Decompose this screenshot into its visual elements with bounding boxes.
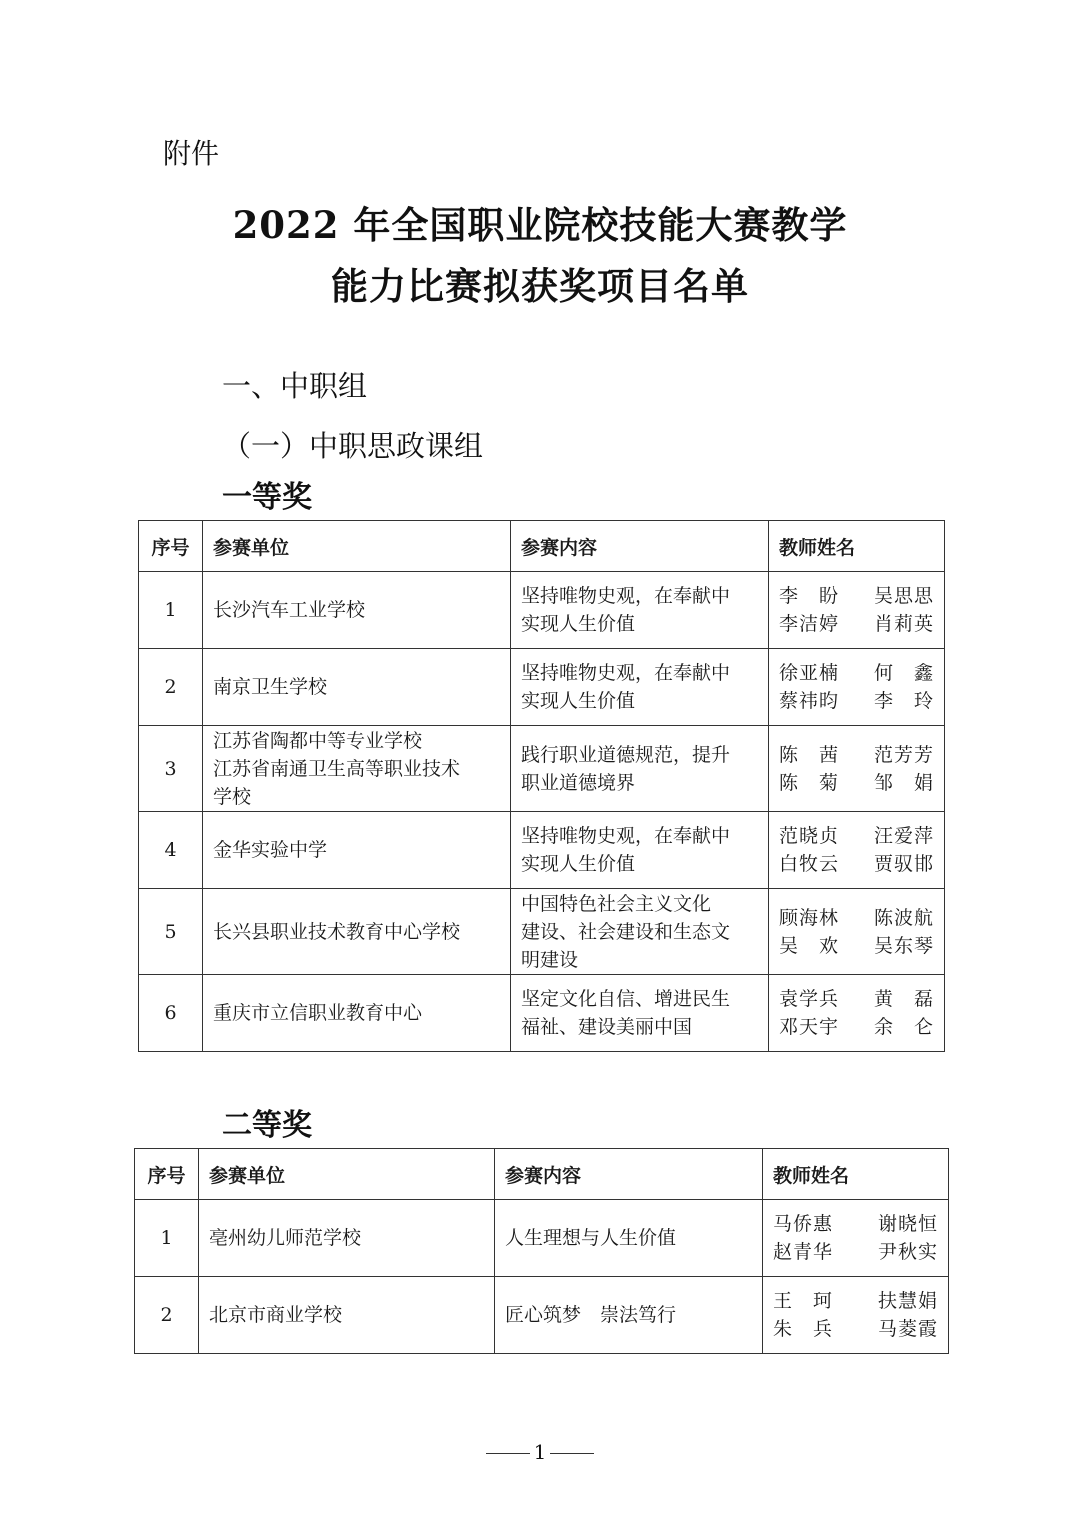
table-row xyxy=(139,649,945,726)
unit-line: 亳州幼儿师范学校 xyxy=(209,1227,362,1249)
row-teachers xyxy=(769,975,945,1052)
unit-line: 北京市商业学校 xyxy=(209,1304,343,1326)
footer-dash-left xyxy=(486,1453,530,1454)
teacher-name: 王 珂 xyxy=(773,1290,834,1312)
teacher-name: 黄 磊 xyxy=(873,988,934,1010)
row-content xyxy=(511,889,769,975)
content-line: 实现人生价值 xyxy=(521,690,636,712)
table-row xyxy=(135,1277,949,1354)
table-row xyxy=(139,975,945,1052)
row-teachers xyxy=(769,889,945,975)
row-index: 4 xyxy=(139,812,203,889)
content-line: 建设、社会建设和生态文 xyxy=(521,920,731,943)
second-prize-table xyxy=(134,1148,949,1354)
unit-line: 长沙汽车工业学校 xyxy=(213,599,366,621)
teacher-pair xyxy=(773,1238,938,1266)
table-row xyxy=(139,812,945,889)
page-footer xyxy=(0,1440,1080,1464)
row-unit xyxy=(203,572,511,649)
teacher-name: 徐亚楠 xyxy=(779,662,840,684)
teacher-pair xyxy=(779,659,934,687)
header-content: 参赛内容 xyxy=(511,521,769,572)
teacher-pair xyxy=(779,687,934,715)
header-content: 参赛内容 xyxy=(495,1149,763,1200)
content-line: 匠心筑梦 崇法笃行 xyxy=(505,1304,677,1326)
unit-line: 长兴县职业技术教育中心学校 xyxy=(213,920,461,943)
row-index: 5 xyxy=(139,889,203,975)
teacher-name: 何 鑫 xyxy=(873,662,934,684)
teacher-pair xyxy=(779,582,934,610)
content-line: 明建设 xyxy=(521,948,579,971)
teacher-name: 尹秋实 xyxy=(877,1241,938,1263)
row-unit xyxy=(203,649,511,726)
teacher-pair xyxy=(779,985,934,1013)
teacher-pair xyxy=(773,1315,938,1343)
row-content xyxy=(495,1200,763,1277)
header-unit: 参赛单位 xyxy=(203,521,511,572)
teacher-name: 贾驭邯 xyxy=(873,853,934,875)
teacher-name: 马侨惠 xyxy=(773,1213,834,1235)
teacher-name: 谢晓恒 xyxy=(877,1213,938,1235)
teacher-pair xyxy=(779,904,934,932)
content-line: 坚持唯物史观，在奉献中 xyxy=(521,585,731,607)
unit-line: 江苏省南通卫生高等职业技术 xyxy=(213,757,461,780)
row-unit xyxy=(199,1277,495,1354)
table-header-row xyxy=(135,1149,949,1200)
page-number: 1 xyxy=(533,1440,547,1464)
row-teachers xyxy=(763,1277,949,1354)
row-teachers xyxy=(769,572,945,649)
header-teachers: 教师姓名 xyxy=(763,1149,949,1200)
first-prize-table-body xyxy=(139,572,945,1052)
header-unit: 参赛单位 xyxy=(199,1149,495,1200)
header-index: 序号 xyxy=(135,1149,199,1200)
teacher-name: 余 仑 xyxy=(873,1016,934,1038)
row-unit xyxy=(203,975,511,1052)
table-row xyxy=(139,572,945,649)
teacher-name: 顾海林 xyxy=(779,906,840,929)
row-teachers xyxy=(769,726,945,812)
teacher-name: 陈 茜 xyxy=(779,743,840,766)
unit-line: 江苏省陶都中等专业学校 xyxy=(213,729,423,752)
row-teachers xyxy=(769,649,945,726)
teacher-pair xyxy=(779,850,934,878)
row-unit xyxy=(203,812,511,889)
teacher-name: 范晓贞 xyxy=(779,825,840,847)
teacher-name: 吴 欢 xyxy=(779,934,840,957)
table-row xyxy=(135,1200,949,1277)
row-content xyxy=(511,975,769,1052)
teacher-name: 赵青华 xyxy=(773,1241,834,1263)
teacher-name: 陈 菊 xyxy=(779,771,840,794)
row-index: 3 xyxy=(139,726,203,812)
header-teachers: 教师姓名 xyxy=(769,521,945,572)
table-header-row xyxy=(139,521,945,572)
teacher-name: 马菱霞 xyxy=(877,1318,938,1340)
row-content xyxy=(495,1277,763,1354)
table-row xyxy=(139,726,945,812)
teacher-pair xyxy=(773,1287,938,1315)
teacher-name: 李 盼 xyxy=(779,585,840,607)
teacher-name: 吴东琴 xyxy=(873,934,934,957)
content-line: 职业道德境界 xyxy=(521,771,636,794)
teacher-name: 范芳芳 xyxy=(873,743,934,766)
row-index: 6 xyxy=(139,975,203,1052)
section-heading: 一、中职组 xyxy=(222,369,368,403)
subsection-heading: （一）中职思政课组 xyxy=(222,429,484,463)
document-title-line-2: 能力比赛拟获奖项目名单 xyxy=(331,264,749,308)
first-prize-table xyxy=(138,520,945,1052)
teacher-name: 陈波航 xyxy=(873,906,934,929)
row-index: 1 xyxy=(139,572,203,649)
teacher-name: 蔡祎昀 xyxy=(779,690,840,712)
row-unit xyxy=(203,726,511,812)
row-teachers xyxy=(769,812,945,889)
teacher-name: 吴思思 xyxy=(873,585,934,607)
teacher-name: 白牧云 xyxy=(779,853,840,875)
row-content xyxy=(511,649,769,726)
teacher-name: 李洁婷 xyxy=(779,613,840,635)
content-line: 坚定文化自信、增进民生 xyxy=(521,988,731,1010)
teacher-name: 邓天宇 xyxy=(779,1016,840,1038)
row-index: 2 xyxy=(139,649,203,726)
teacher-name: 李 玲 xyxy=(873,690,934,712)
row-index: 2 xyxy=(135,1277,199,1354)
row-unit xyxy=(203,889,511,975)
row-unit xyxy=(199,1200,495,1277)
table-row xyxy=(139,889,945,975)
first-prize-heading: 一等奖 xyxy=(222,480,312,515)
content-line: 坚持唯物史观，在奉献中 xyxy=(521,825,731,847)
row-content xyxy=(511,572,769,649)
second-prize-heading: 二等奖 xyxy=(222,1108,312,1143)
teacher-name: 汪爱萍 xyxy=(873,825,934,847)
content-line: 坚持唯物史观，在奉献中 xyxy=(521,662,731,684)
teacher-pair xyxy=(779,769,934,797)
teacher-pair xyxy=(779,741,934,769)
teacher-pair xyxy=(779,1013,934,1041)
teacher-pair xyxy=(779,822,934,850)
unit-line: 南京卫生学校 xyxy=(213,676,328,698)
row-teachers xyxy=(763,1200,949,1277)
teacher-name: 邹 娟 xyxy=(873,771,934,794)
teacher-name: 肖莉英 xyxy=(873,613,934,635)
unit-line: 重庆市立信职业教育中心 xyxy=(213,1002,423,1024)
teacher-name: 袁学兵 xyxy=(779,988,840,1010)
content-line: 福祉、建设美丽中国 xyxy=(521,1016,693,1038)
row-content xyxy=(511,812,769,889)
content-line: 中国特色社会主义文化 xyxy=(521,892,712,915)
document-title-line-1: 2022 年全国职业院校技能大赛教学 xyxy=(232,203,848,247)
content-line: 实现人生价值 xyxy=(521,613,636,635)
second-prize-table-body xyxy=(135,1200,949,1354)
content-line: 践行职业道德规范，提升 xyxy=(521,743,731,766)
footer-dash-right xyxy=(550,1453,594,1454)
teacher-pair xyxy=(779,932,934,960)
attachment-label: 附件 xyxy=(163,137,220,170)
row-index: 1 xyxy=(135,1200,199,1277)
content-line: 实现人生价值 xyxy=(521,853,636,875)
teacher-pair xyxy=(773,1210,938,1238)
unit-line: 学校 xyxy=(213,785,252,808)
teacher-pair xyxy=(779,610,934,638)
row-content xyxy=(511,726,769,812)
header-index: 序号 xyxy=(139,521,203,572)
content-line: 人生理想与人生价值 xyxy=(505,1227,677,1249)
teacher-name: 扶慧娟 xyxy=(877,1290,938,1312)
teacher-name: 朱 兵 xyxy=(773,1318,834,1340)
unit-line: 金华实验中学 xyxy=(213,839,328,861)
